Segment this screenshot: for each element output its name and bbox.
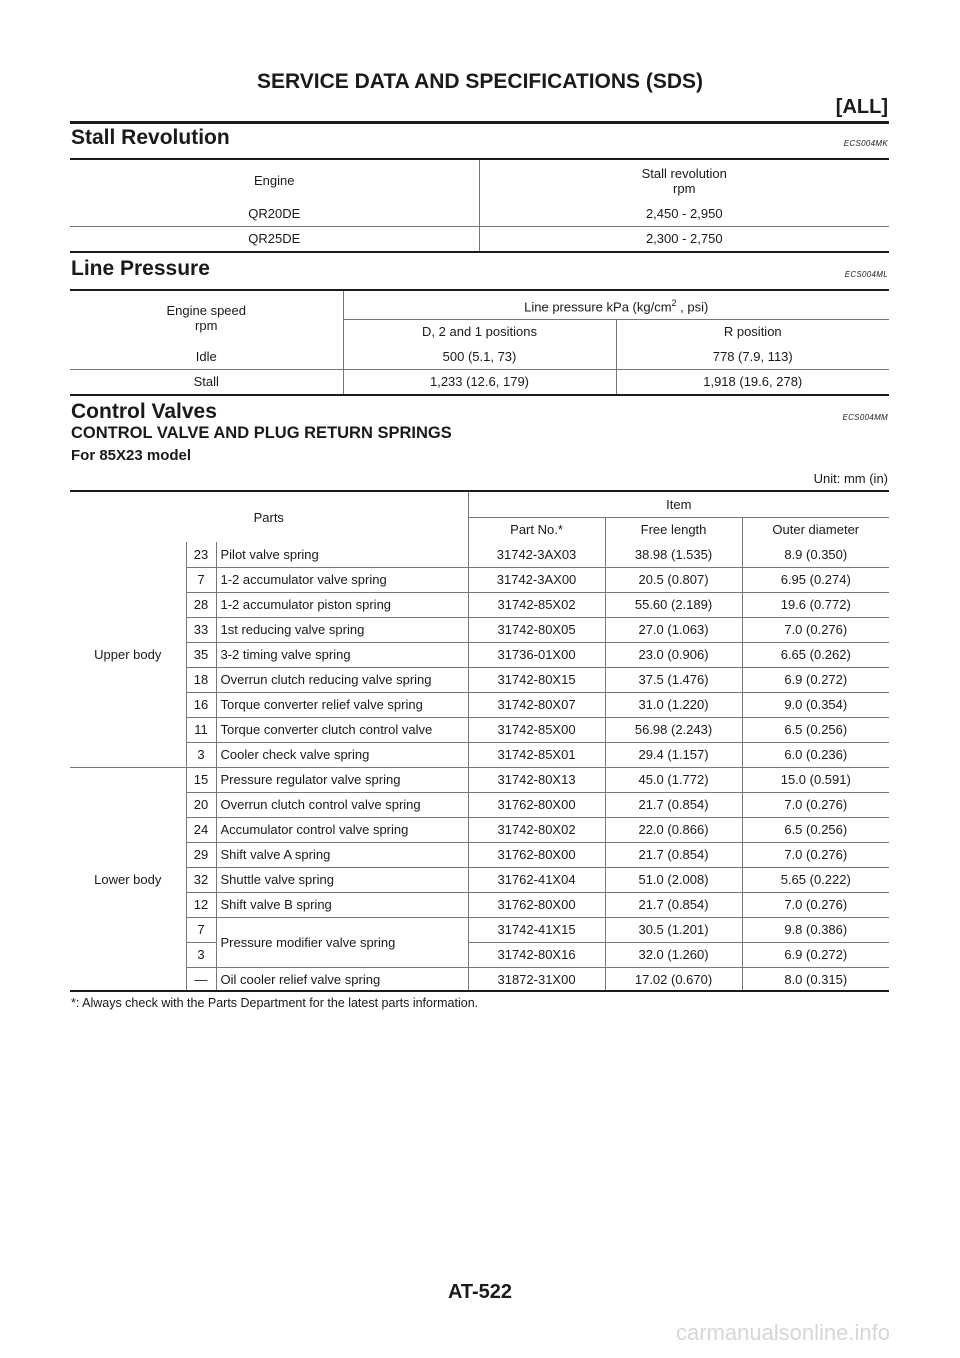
r-pressure-cell: 1,918 (19.6, 278) [616,369,889,394]
outer-diameter-cell: 9.8 (0.386) [742,917,889,942]
free-length-cell: 22.0 (0.866) [605,817,742,842]
spring-name-cell: Shift valve B spring [216,892,468,917]
item-number-cell: 28 [186,592,216,617]
outer-diameter-cell: 6.9 (0.272) [742,667,889,692]
outer-diameter-cell: 8.0 (0.315) [742,967,889,992]
outer-diameter-cell: 5.65 (0.222) [742,867,889,892]
outer-diameter-cell: 7.0 (0.276) [742,892,889,917]
model-label: For 85X23 model [71,447,192,464]
table-row [70,717,889,742]
body-group-label: Upper body [94,646,162,662]
page-header-title: SERVICE DATA AND SPECIFICATIONS (SDS) [256,70,704,93]
free-length-cell: 37.5 (1.476) [605,667,742,692]
parts-header: Parts [253,509,284,525]
free-length-cell: 56.98 (2.243) [605,717,742,742]
outer-diameter-cell: 7.0 (0.276) [742,617,889,642]
free-length-cell: 30.5 (1.201) [605,917,742,942]
engine-header: Engine [254,173,295,188]
table-row [70,967,889,992]
engine-cell: QR25DE [70,226,479,251]
table-row [70,617,889,642]
unit-label: Unit: mm (in) [813,471,888,486]
table-row [70,692,889,717]
part-number-cell: 31742-85X02 [468,592,605,617]
part-number-cell: 31742-85X01 [468,742,605,767]
spring-name-cell: Shuttle valve spring [216,867,468,892]
header-rule [70,121,889,124]
outer-diameter-cell: 6.9 (0.272) [742,942,889,967]
table-row [70,792,889,817]
spring-name-cell: 1-2 accumulator piston spring [216,592,468,617]
watermark: carmanualsonline.info [675,1320,890,1345]
line-table-bottom-rule [70,394,889,396]
item-number-cell: 3 [186,942,216,967]
item-number-cell: 15 [186,767,216,792]
free-length-cell: 17.02 (0.670) [605,967,742,992]
outer-diameter-cell: 7.0 (0.276) [742,792,889,817]
part-number-cell: 31762-80X00 [468,892,605,917]
table-row [70,842,889,867]
table-header-row [70,291,889,319]
stall-revolution-code: ECS004MK [843,139,888,148]
spring-name-cell: Torque converter clutch control valve [216,717,468,742]
outer-diameter-cell: 6.95 (0.274) [742,567,889,592]
item-number-cell: 16 [186,692,216,717]
control-valves-title: Control Valves [71,400,217,423]
free-length-header: Free length [605,517,742,542]
spring-name-cell: Cooler check valve spring [216,742,468,767]
stall-revolution-table [70,160,889,251]
table-header-row [70,492,889,517]
spring-name-cell: Shift valve A spring [216,842,468,867]
control-valves-code: ECS004MM [842,413,888,422]
page-number: AT-522 [447,1281,513,1303]
spring-name-cell: Pressure regulator valve spring [216,767,468,792]
footnote: *: Always check with the Parts Department for the latest parts information. [71,996,479,1010]
part-number-cell: 31762-80X00 [468,842,605,867]
scope-label: [ALL] [835,96,888,118]
item-number-cell: 18 [186,667,216,692]
item-number-cell: 7 [186,567,216,592]
outer-diameter-cell: 7.0 (0.276) [742,842,889,867]
part-number-cell: 31736-01X00 [468,642,605,667]
free-length-cell: 21.7 (0.854) [605,892,742,917]
outer-diameter-cell: 9.0 (0.354) [742,692,889,717]
table-row [70,742,889,767]
engine-cell: QR20DE [248,205,301,221]
item-number-cell: 32 [186,867,216,892]
free-length-cell: 31.0 (1.220) [605,692,742,717]
table-row [70,942,889,967]
item-number-cell: — [186,967,216,992]
part-number-cell: 31742-80X15 [468,667,605,692]
table-row [70,592,889,617]
spring-name-cell: 3-2 timing valve spring [216,642,468,667]
line-pressure-code: ECS004ML [844,270,888,279]
engine-speed-cell: Stall [70,369,343,394]
spring-name-cell: Pressure modifier valve spring [216,917,468,967]
item-number-cell: 35 [186,642,216,667]
item-number-cell: 29 [186,842,216,867]
table-row [70,667,889,692]
line-pressure-table [70,291,889,394]
free-length-cell: 38.98 (1.535) [605,542,742,567]
outer-diameter-header: Outer diameter [742,517,889,542]
d21-pressure-cell: 1,233 (12.6, 179) [343,369,616,394]
part-number-cell: 31742-41X15 [468,917,605,942]
stall-rpm-cell: 2,450 - 2,950 [479,201,889,226]
spring-name-cell: Pilot valve spring [216,542,468,567]
d21-pressure-cell: 500 (5.1, 73) [343,344,616,369]
item-number-cell: 20 [186,792,216,817]
free-length-cell: 21.7 (0.854) [605,842,742,867]
control-valves-subtitle: CONTROL VALVE AND PLUG RETURN SPRINGS [71,424,452,442]
item-number-cell: 24 [186,817,216,842]
table-row [70,767,889,792]
item-number-cell: 3 [186,742,216,767]
item-number-cell: 23 [186,542,216,567]
spring-name-cell: Overrun clutch control valve spring [216,792,468,817]
spring-name-cell: Torque converter relief valve spring [216,692,468,717]
line-pressure-title: Line Pressure [71,257,210,280]
outer-diameter-cell: 8.9 (0.350) [742,542,889,567]
free-length-cell: 55.60 (2.189) [605,592,742,617]
r-position-header: R position [616,319,889,344]
free-length-cell: 45.0 (1.772) [605,767,742,792]
spring-name-cell: Overrun clutch reducing valve spring [216,667,468,692]
part-number-cell: 31742-80X02 [468,817,605,842]
table-row [70,226,889,251]
table-row [70,867,889,892]
part-number-cell: 31742-85X00 [468,717,605,742]
springs-table-bottom-rule [70,990,889,992]
outer-diameter-cell: 19.6 (0.772) [742,592,889,617]
engine-speed-cell: Idle [195,348,217,364]
table-row [70,201,889,226]
part-number-cell: 31762-41X04 [468,867,605,892]
part-number-cell: 31742-3AX00 [468,567,605,592]
item-header: Item [468,492,889,517]
free-length-cell: 27.0 (1.063) [605,617,742,642]
body-group-label: Lower body [70,767,186,992]
item-number-cell: 12 [186,892,216,917]
part-number-cell: 31762-80X00 [468,792,605,817]
part-no-header: Part No.* [468,517,605,542]
table-row [70,817,889,842]
d21-header: D, 2 and 1 positions [343,319,616,344]
stall-rpm-cell: 2,300 - 2,750 [479,226,889,251]
free-length-cell: 20.5 (0.807) [605,567,742,592]
free-length-cell: 23.0 (0.906) [605,642,742,667]
part-number-cell: 31742-80X16 [468,942,605,967]
item-number-cell: 11 [186,717,216,742]
table-row [70,344,889,369]
outer-diameter-cell: 15.0 (0.591) [742,767,889,792]
part-number-cell: 31742-80X13 [468,767,605,792]
table-row [70,892,889,917]
spring-name-cell: 1-2 accumulator valve spring [216,567,468,592]
engine-speed-header: Engine speed rpm [166,302,246,333]
spring-name-cell: Accumulator control valve spring [216,817,468,842]
spring-name-cell: 1st reducing valve spring [216,617,468,642]
outer-diameter-cell: 6.0 (0.236) [742,742,889,767]
free-length-cell: 51.0 (2.008) [605,867,742,892]
r-pressure-cell: 778 (7.9, 113) [616,344,889,369]
table-row [70,567,889,592]
table-row [70,369,889,394]
part-number-cell: 31872-31X00 [468,967,605,992]
stall-revolution-title: Stall Revolution [71,126,230,149]
table-row [70,542,889,567]
part-number-cell: 31742-80X07 [468,692,605,717]
free-length-cell: 21.7 (0.854) [605,792,742,817]
outer-diameter-cell: 6.5 (0.256) [742,817,889,842]
outer-diameter-cell: 6.65 (0.262) [742,642,889,667]
line-pressure-header: Line pressure kPa ($kg/cm^2$ , psi) [343,291,889,319]
free-length-cell: 29.4 (1.157) [605,742,742,767]
item-number-cell: 33 [186,617,216,642]
free-length-cell: 32.0 (1.260) [605,942,742,967]
stall-table-bottom-rule [70,251,889,253]
springs-table [70,492,889,992]
table-row [70,642,889,667]
spring-name-cell: Oil cooler relief valve spring [216,967,468,992]
stall-rpm-header: Stall revolution rpm [479,160,889,201]
outer-diameter-cell: 6.5 (0.256) [742,717,889,742]
item-number-cell: 7 [186,917,216,942]
table-header-row [70,160,889,201]
part-number-cell: 31742-3AX03 [468,542,605,567]
part-number-cell: 31742-80X05 [468,617,605,642]
table-row [70,917,889,942]
